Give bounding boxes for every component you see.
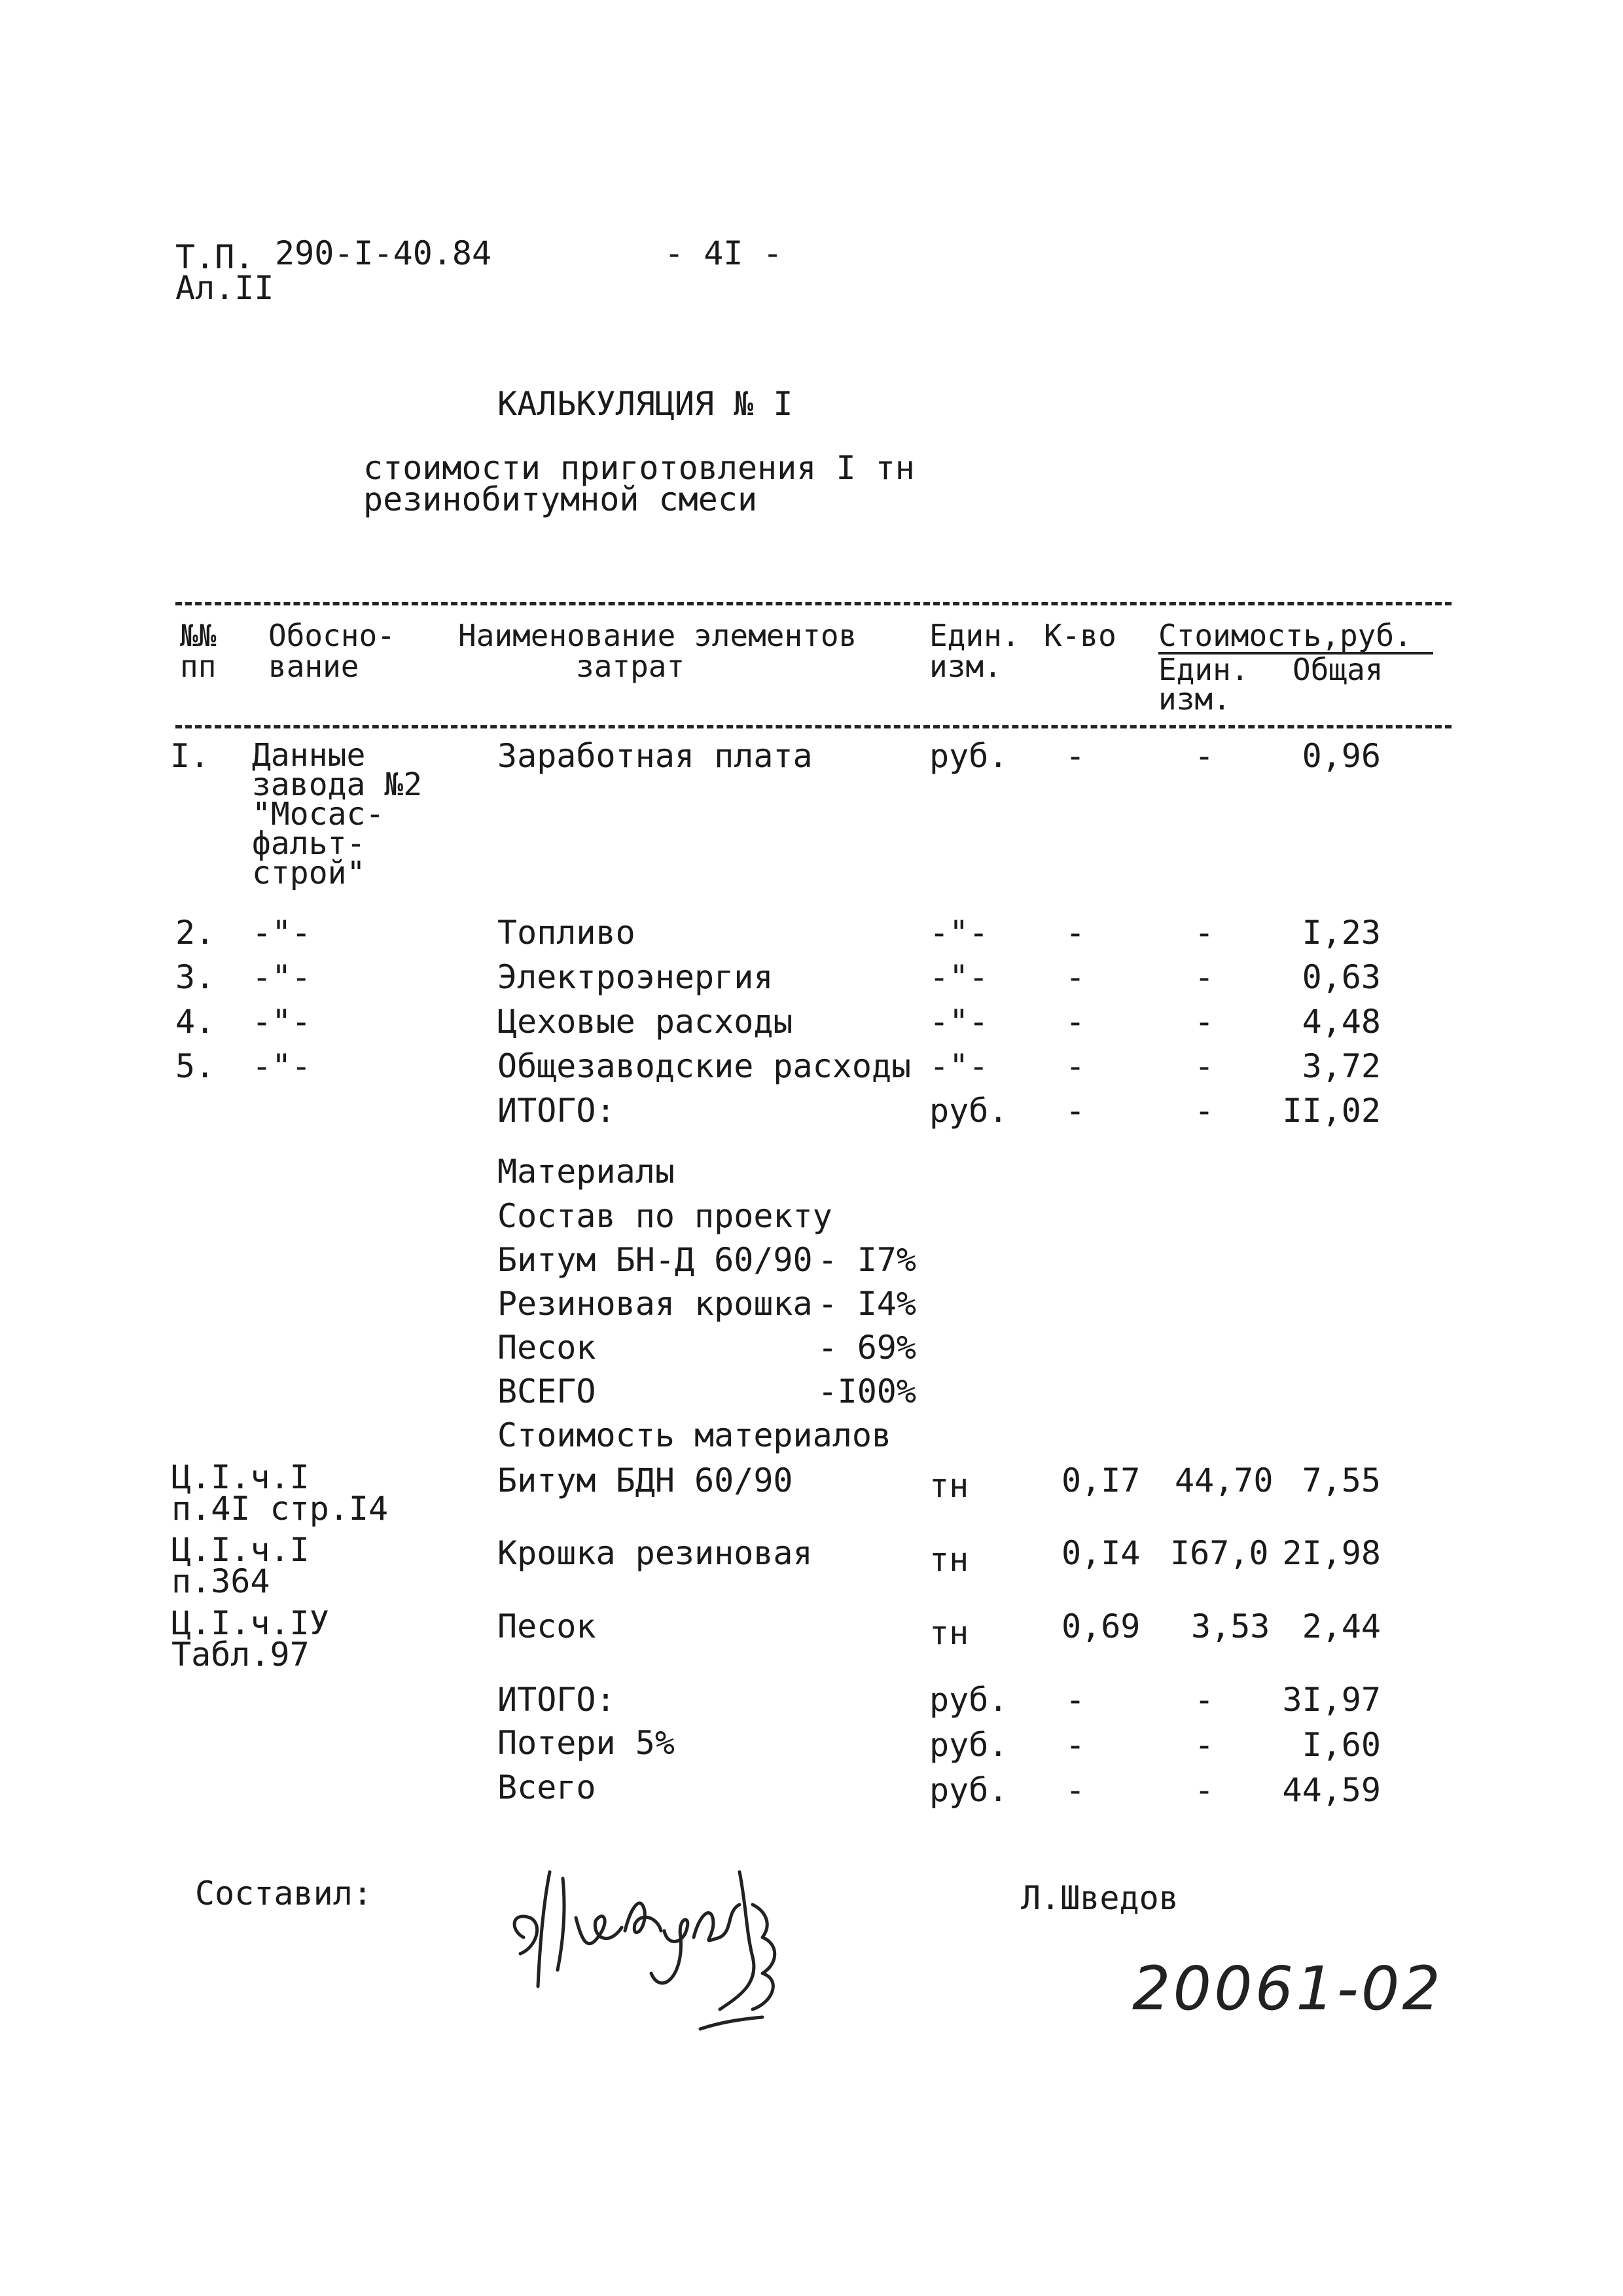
page-number: - 4I -: [664, 234, 783, 272]
col-cost-total: Общая: [1293, 652, 1383, 687]
row-total: 2,44: [1302, 1607, 1381, 1645]
row-qty: 0,I4: [1061, 1534, 1141, 1572]
row-unit: -"-: [929, 1047, 989, 1085]
row-unit: тн: [929, 1467, 969, 1505]
row-unit: руб.: [929, 737, 1008, 775]
col-basis-line2: вание: [268, 649, 359, 684]
composition-pct: - I7%: [817, 1241, 916, 1279]
row-total: I,23: [1302, 914, 1381, 952]
row-price: -: [1194, 1681, 1215, 1719]
col-unit-line1: Един.: [929, 618, 1020, 653]
materials-cost-heading: Стоимость материалов: [497, 1416, 892, 1454]
row-basis: -"-: [252, 914, 312, 952]
row-name: Всего: [497, 1768, 596, 1806]
row-basis: Ц.I.ч.IУ: [171, 1604, 329, 1642]
row-name: ИТОГО:: [497, 1092, 616, 1130]
row-total: 0,63: [1302, 958, 1381, 996]
row-price: -: [1194, 1092, 1215, 1130]
doc-code: 290-I-40.84: [275, 234, 492, 272]
row-basis: п.364: [171, 1562, 270, 1600]
row-unit: тн: [929, 1541, 969, 1579]
row-total: 7,55: [1302, 1462, 1381, 1499]
row-total: II,02: [1282, 1092, 1381, 1130]
row-basis: Ц.I.ч.I: [171, 1531, 310, 1569]
doc-code-label: Т.П.: [175, 238, 255, 276]
row-basis: -"-: [252, 1047, 312, 1085]
composition-heading: Состав по проекту: [497, 1197, 832, 1235]
row-num: 3.: [175, 958, 215, 996]
row-name: Заработная плата: [497, 737, 813, 775]
row-price: -: [1194, 737, 1215, 775]
row-price: -: [1194, 1771, 1215, 1809]
composition-name: Резиновая крошка: [497, 1285, 813, 1323]
doc-title: КАЛЬКУЛЯЦИЯ № I: [497, 385, 793, 423]
row-qty: -: [1065, 1047, 1086, 1085]
row-total: 3I,97: [1282, 1681, 1381, 1719]
row-name: Крошка резиновая: [497, 1534, 813, 1572]
composition-pct: -I00%: [817, 1372, 916, 1410]
composition-name: ВСЕГО: [497, 1372, 596, 1410]
row-basis: -"-: [252, 958, 312, 996]
row-total: 44,59: [1282, 1771, 1381, 1809]
row-unit: руб.: [929, 1771, 1008, 1809]
row-total: 4,48: [1302, 1003, 1381, 1041]
row-num: 2.: [175, 914, 215, 952]
row-unit: -"-: [929, 1003, 989, 1041]
row-num: I.: [170, 737, 210, 775]
row-unit: руб.: [929, 1726, 1008, 1764]
col-cost-unit-line1: Един.: [1158, 652, 1249, 687]
compiled-by-label: Составил:: [195, 1874, 372, 1912]
row-qty: 0,69: [1061, 1607, 1141, 1645]
composition-pct: - 69%: [817, 1329, 916, 1367]
col-basis-line1: Обосно-: [268, 618, 395, 653]
compiler-name: Л.Шведов: [1021, 1879, 1179, 1917]
row-total: I,60: [1302, 1726, 1381, 1764]
col-cost-unit-line2: изм.: [1158, 681, 1231, 717]
col-cost: Стоимость,руб.: [1158, 618, 1412, 653]
doc-subtitle-1: стоимости приготовления I тн: [363, 449, 915, 487]
row-basis: Табл.97: [171, 1636, 310, 1674]
row-name: Топливо: [497, 914, 635, 952]
materials-heading: Материалы: [497, 1153, 675, 1191]
row-price: -: [1194, 914, 1215, 952]
row-name: ИТОГО:: [497, 1681, 616, 1719]
row-unit: руб.: [929, 1681, 1008, 1719]
row-price: -: [1194, 1726, 1215, 1764]
row-basis: Ц.I.ч.I: [171, 1458, 310, 1496]
composition-name: Песок: [497, 1329, 596, 1367]
row-total: 2I,98: [1282, 1534, 1381, 1572]
row-basis: Данные: [252, 737, 366, 774]
row-num: 4.: [175, 1003, 215, 1041]
row-num: 5.: [175, 1047, 215, 1085]
album-label: Ал.II: [175, 269, 274, 307]
composition-pct: - I4%: [817, 1285, 916, 1323]
doc-subtitle-2: резинобитумной смеси: [363, 480, 758, 518]
row-qty: -: [1065, 914, 1086, 952]
row-qty: -: [1065, 737, 1086, 775]
row-basis: завода №2: [252, 766, 423, 803]
row-name: Электроэнергия: [497, 958, 774, 996]
row-total: 3,72: [1302, 1047, 1381, 1085]
table-header-rule: [175, 725, 1452, 728]
row-price: I67,0: [1170, 1534, 1269, 1572]
row-unit: тн: [929, 1614, 969, 1652]
handwritten-number: 20061-02: [1132, 1954, 1443, 2024]
col-unit-line2: изм.: [929, 649, 1002, 684]
row-qty: 0,I7: [1061, 1462, 1141, 1499]
row-total: 0,96: [1302, 737, 1381, 775]
signature: [504, 1833, 844, 2049]
row-basis: "Мосас-: [252, 796, 385, 833]
row-basis: фальт-: [252, 825, 366, 862]
row-unit: руб.: [929, 1092, 1008, 1130]
row-price: -: [1194, 1047, 1215, 1085]
row-name: Битум БДН 60/90: [497, 1462, 793, 1499]
row-basis: п.4I стр.I4: [171, 1490, 389, 1528]
row-unit: -"-: [929, 914, 989, 952]
row-name: Песок: [497, 1607, 596, 1645]
row-qty: -: [1065, 1092, 1086, 1130]
row-qty: -: [1065, 1003, 1086, 1041]
row-qty: -: [1065, 1771, 1086, 1809]
row-price: 44,70: [1175, 1462, 1274, 1499]
row-qty: -: [1065, 1726, 1086, 1764]
row-unit: -"-: [929, 958, 989, 996]
row-name: Цеховые расходы: [497, 1003, 793, 1041]
row-name: Общезаводские расходы: [497, 1047, 912, 1085]
row-price: -: [1194, 958, 1215, 996]
table-top-rule: [175, 602, 1452, 605]
row-qty: -: [1065, 1681, 1086, 1719]
row-name: Потери 5%: [497, 1724, 675, 1762]
row-basis: строй": [252, 855, 366, 891]
col-name-line1: Наименование элементов: [458, 618, 857, 653]
col-qty: К-во: [1044, 618, 1116, 653]
row-price: 3,53: [1191, 1607, 1270, 1645]
row-price: -: [1194, 1003, 1215, 1041]
col-num-line2: пп: [180, 649, 217, 684]
composition-name: Битум БН-Д 60/90: [497, 1241, 813, 1279]
row-qty: -: [1065, 958, 1086, 996]
col-num-line1: №№: [180, 618, 217, 653]
row-basis: -"-: [252, 1003, 312, 1041]
col-name-line2: затрат: [576, 649, 685, 684]
